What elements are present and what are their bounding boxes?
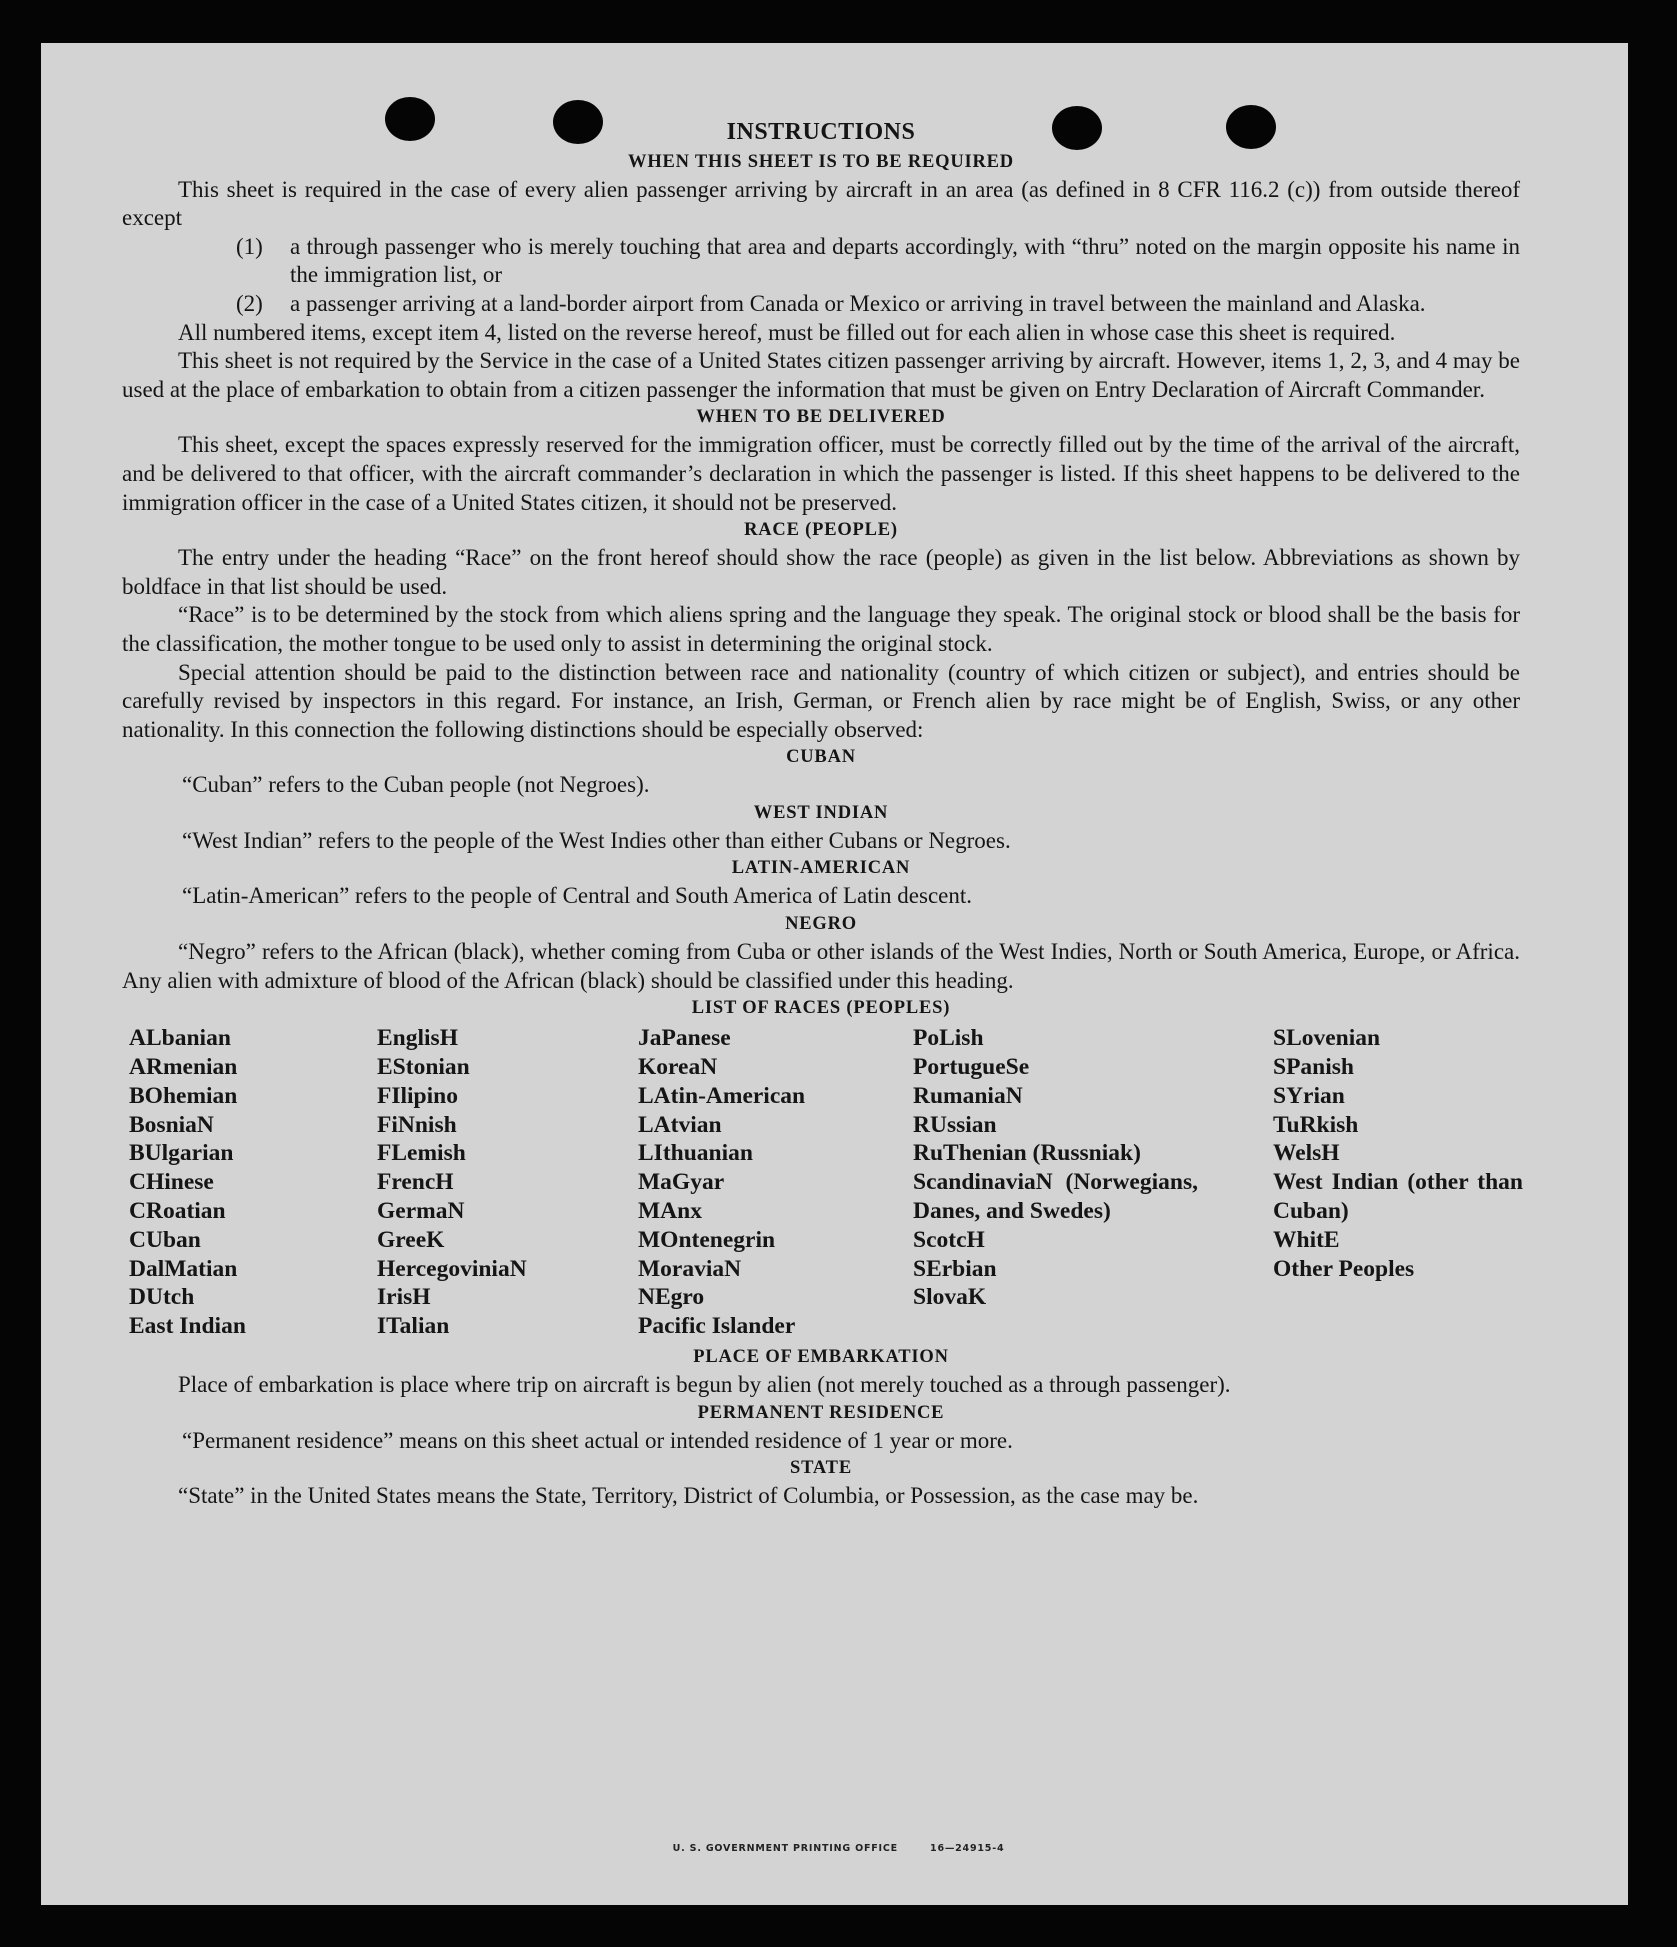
paragraph: “Latin-American” refers to the people of Central and South America of Latin descent. — [182, 883, 972, 909]
race-entry: PortugueSe — [913, 1054, 1030, 1081]
race-entry: RuThenian (Russniak) — [913, 1140, 1141, 1167]
race-entry: CRoatian — [129, 1198, 226, 1225]
race-entry: FiNnish — [377, 1111, 457, 1138]
paragraph: “State” in the United States means the State, Territory, District of Columbia, or Possession, as the case may be. — [178, 1483, 1199, 1509]
race-entry: LAtvian — [638, 1111, 722, 1138]
race-entry: LIthuanian — [638, 1140, 753, 1167]
race-entry: CHinese — [129, 1169, 214, 1196]
race-entry: KoreaN — [638, 1054, 718, 1081]
section-heading: WHEN THIS SHEET IS TO BE REQUIRED — [628, 151, 1014, 172]
paragraph: “Negro” refers to the African (black), whether coming from Cuba or other islands of the West Indies, North or South America, Europe, or Africa. Any alien with admixture of blood of the African (black) should be classified under this heading. — [122, 939, 1520, 993]
race-entry: FLemish — [377, 1140, 466, 1167]
race-entry: IrisH — [377, 1284, 431, 1311]
paragraph: Special attention should be paid to the distinction between race and nationality (country of which citizen or subject), and entries should be carefully revised by inspectors in this regard. For instance, an Irish, German, or French alien by race might be of English, Swiss, or any other nationality. In this connection the following distinctions should be especially observed: — [122, 659, 1520, 742]
races-column — [1273, 1024, 1523, 1283]
section-heading: PLACE OF EMBARKATION — [693, 1347, 949, 1368]
race-entry: ALbanian — [129, 1025, 231, 1052]
race-entry: WhitE — [1273, 1226, 1340, 1253]
race-entry: NEgro — [638, 1284, 705, 1311]
paragraph: This sheet is not required by the Service in the case of a United States citizen passenger arriving by aircraft. However, items 1, 2, 3, and 4 may be used at the place of embarkation to obtain from a citizen passenger the information that must be given on Entry Declaration of Aircraft Commander. — [122, 348, 1520, 402]
race-entry: DUtch — [129, 1284, 195, 1311]
race-entry: SYrian — [1273, 1082, 1345, 1109]
race-entry: RumaniaN — [913, 1082, 1023, 1109]
printer-name: U. S. GOVERNMENT PRINTING OFFICE — [672, 1843, 898, 1854]
race-entry: SErbian — [913, 1255, 997, 1282]
race-entry: RUssian — [913, 1111, 997, 1138]
paragraph: “West Indian” refers to the people of the West Indies other than either Cubans or Negroes. — [182, 827, 1011, 853]
paragraph: “Race” is to be determined by the stock from which aliens spring and the language they speak. The original stock or blood shall be the basis for the classification, the mother tongue to be used only to assist in determining the original stock. — [122, 602, 1520, 656]
race-entry: MAnx — [638, 1198, 702, 1225]
races-column — [377, 1024, 617, 1341]
section-heading: STATE — [790, 1458, 852, 1479]
numbered-item — [122, 290, 1520, 319]
races-list — [122, 1024, 1523, 1344]
races-column — [638, 1024, 898, 1341]
item-text: a passenger arriving at a land-border airport from Canada or Mexico or arriving in travel between the mainland and Alaska. — [290, 290, 1426, 316]
race-entry: ScandinaviaN (Norwegians, Danes, and Swedes) — [913, 1169, 1198, 1225]
section-heading: WHEN TO BE DELIVERED — [696, 407, 946, 428]
race-entry: HercegoviniaN — [377, 1255, 527, 1282]
race-entry: BOhemian — [129, 1082, 238, 1109]
section-heading: RACE (PEOPLE) — [744, 520, 898, 541]
race-entry: PoLish — [913, 1025, 984, 1052]
instructions-body — [122, 118, 1523, 1511]
section-heading: PERMANENT RESIDENCE — [697, 1402, 945, 1423]
race-entry: SLovenian — [1273, 1025, 1381, 1052]
paragraph: “Permanent residence” means on this sheet actual or intended residence of 1 year or more. — [182, 1427, 1013, 1453]
races-column — [129, 1024, 359, 1341]
section-heading: CUBAN — [786, 747, 856, 768]
item-text: a through passenger who is merely touching that area and departs accordingly, with “thru” noted on the margin opposite his name in the immigration list, or — [290, 233, 1520, 288]
paragraph: This sheet is required in the case of every alien passenger arriving by aircraft in an area (as defined in 8 CFR 116.2 (c)) from outside thereof except — [122, 176, 1520, 231]
race-entry: WelsH — [1273, 1140, 1340, 1167]
item-number: (2) — [236, 290, 263, 316]
race-entry: FrencH — [377, 1169, 454, 1196]
race-entry: EnglisH — [377, 1025, 458, 1052]
race-entry: LAtin-American — [638, 1082, 806, 1109]
race-entry: ARmenian — [129, 1054, 238, 1081]
race-entry: CUban — [129, 1226, 201, 1253]
section-heading: NEGRO — [785, 914, 857, 935]
section-heading: LATIN-AMERICAN — [731, 858, 911, 879]
race-entry: BosniaN — [129, 1111, 214, 1138]
paragraph: “Cuban” refers to the Cuban people (not Negroes). — [182, 772, 650, 798]
section-heading: WEST INDIAN — [753, 802, 889, 823]
race-entry: BUlgarian — [129, 1140, 234, 1167]
paragraph: All numbered items, except item 4, listed on the reverse hereof, must be filled out for each alien in whose case this sheet is required. — [178, 319, 1396, 345]
race-entry: MaGyar — [638, 1169, 725, 1196]
race-entry: DalMatian — [129, 1255, 238, 1282]
race-entry: ScotcH — [913, 1226, 985, 1253]
numbered-item — [122, 233, 1520, 290]
race-entry: SPanish — [1273, 1054, 1354, 1081]
race-entry: East Indian — [129, 1313, 246, 1340]
race-entry: ITalian — [377, 1313, 450, 1340]
races-column — [913, 1024, 1198, 1312]
item-number: (1) — [236, 233, 263, 259]
form-code: 16—24915-4 — [930, 1843, 1005, 1854]
race-entry: SlovaK — [913, 1284, 987, 1311]
race-entry: GreeK — [377, 1226, 445, 1253]
race-entry: TuRkish — [1273, 1111, 1359, 1138]
paragraph: This sheet, except the spaces expressly reserved for the immigration officer, must be correctly filled out by the time of the arrival of the aircraft, and be delivered to that officer, with the aircraft commander’s declaration in which the passenger is listed. If this sheet happens to be delivered to the immigration officer in the case of a United States citizen, it should not be preserved. — [122, 432, 1520, 515]
paragraph: Place of embarkation is place where trip on aircraft is begun by alien (not merely touched as a through passenger). — [178, 1372, 1231, 1398]
race-entry: Pacific Islander — [638, 1313, 796, 1340]
paragraph: The entry under the heading “Race” on the front hereof should show the race (people) as given in the list below. Abbreviations as shown by boldface in that list should be used. — [122, 545, 1520, 599]
race-entry: GermaN — [377, 1198, 465, 1225]
race-entry: FIlipino — [377, 1082, 458, 1109]
race-entry: Other Peoples — [1273, 1255, 1415, 1282]
printer-imprint — [0, 1843, 1677, 1854]
race-entry: JaPanese — [638, 1025, 731, 1052]
race-entry: West Indian (other than Cuban) — [1273, 1169, 1523, 1225]
race-entry: MOntenegrin — [638, 1226, 776, 1253]
section-heading: LIST OF RACES (PEOPLES) — [691, 998, 951, 1019]
race-entry: EStonian — [377, 1054, 470, 1081]
page-title: INSTRUCTIONS — [726, 119, 916, 145]
race-entry: MoraviaN — [638, 1255, 742, 1282]
